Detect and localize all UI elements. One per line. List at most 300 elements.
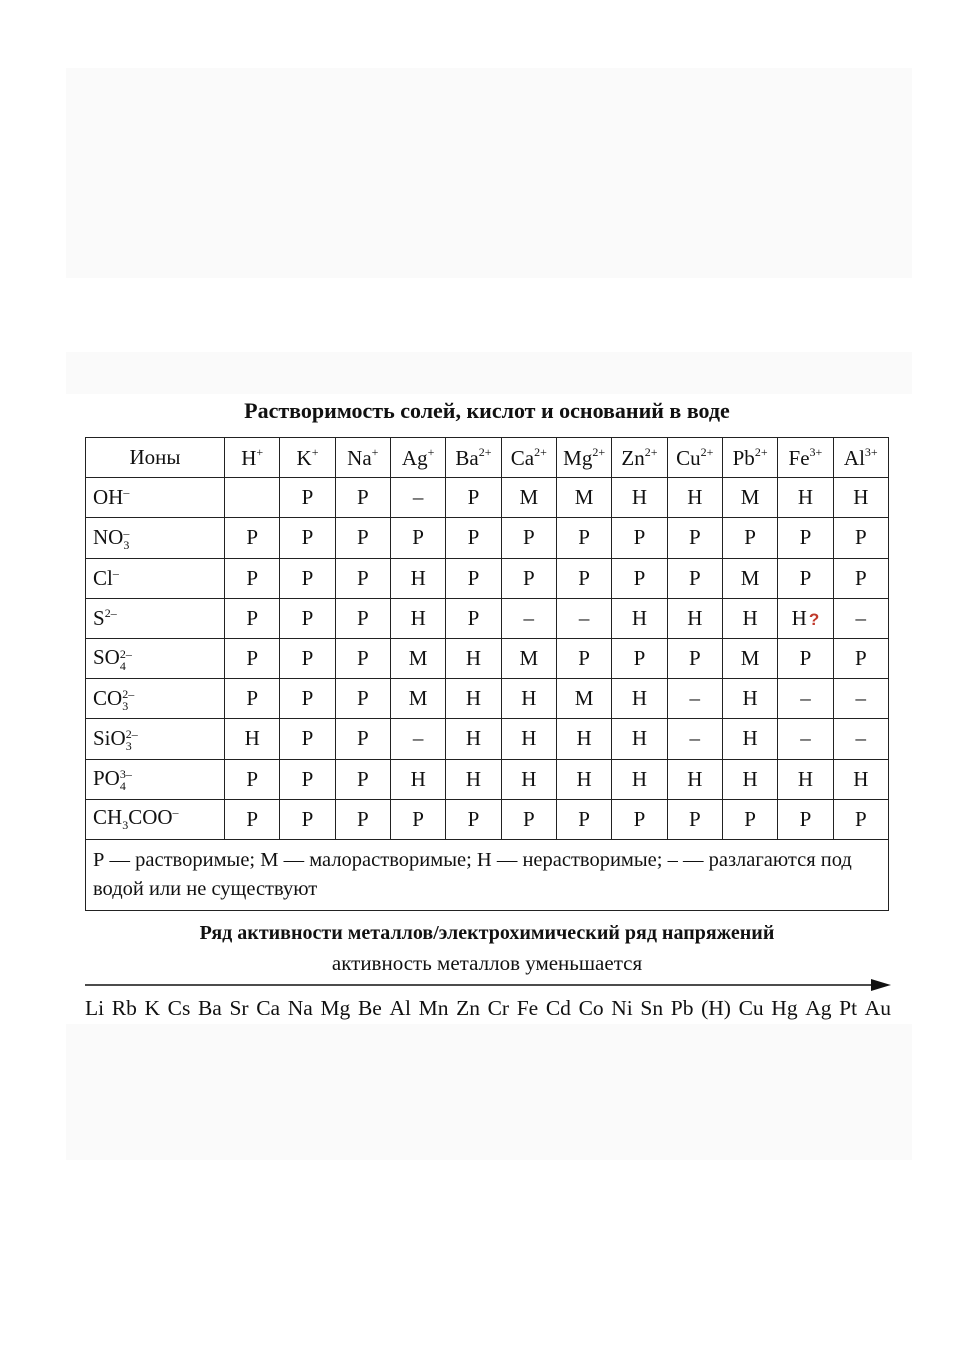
solubility-cell: [335, 799, 390, 839]
solubility-cell: [556, 558, 611, 598]
solubility-value: Р: [522, 525, 535, 550]
solubility-cell: [390, 558, 445, 598]
solubility-cell: [833, 759, 888, 799]
metal-symbol: Na: [287, 996, 313, 1020]
solubility-cell: [280, 759, 335, 799]
solubility-value: Р: [356, 525, 369, 550]
solubility-value: Н: [465, 766, 482, 791]
anion-indices: [123, 527, 129, 551]
metal-symbol: (H): [701, 996, 731, 1020]
anion-cell: [86, 799, 225, 839]
solubility-cell: [556, 598, 611, 638]
solubility-value: Р: [744, 806, 756, 831]
anion-cell: [86, 478, 225, 518]
solubility-value: М: [574, 686, 594, 711]
header-cation: [722, 438, 777, 478]
solubility-value: Р: [744, 525, 756, 550]
solubility-cell: [501, 478, 556, 518]
activity-series-title: Ряд активности металлов/электрохимический ряд напряжений: [199, 922, 775, 944]
anion-tail: COO: [128, 805, 173, 830]
solubility-value: Р: [356, 766, 369, 791]
solubility-value: Р: [854, 646, 867, 671]
anion-cell: [86, 598, 225, 638]
solubility-cell: [501, 719, 556, 759]
shaded-area-top: [66, 68, 912, 278]
solubility-value: –: [523, 605, 535, 630]
anion-base: S: [93, 605, 105, 630]
solubility-cell: [612, 598, 667, 638]
solubility-value: Р: [633, 525, 646, 550]
anion-cell: [86, 638, 225, 678]
solubility-cell: [390, 638, 445, 678]
solubility-cell: [446, 719, 501, 759]
solubility-cell: [722, 558, 777, 598]
solubility-cell: [225, 598, 280, 638]
solubility-cell: [833, 638, 888, 678]
solubility-value: Н: [797, 766, 814, 791]
solubility-cell: [556, 719, 611, 759]
solubility-cell: [612, 478, 667, 518]
solubility-value: Н: [465, 646, 482, 671]
solubility-value: Н: [742, 686, 758, 711]
solubility-value: Р: [246, 605, 258, 630]
solubility-value: Н: [742, 766, 758, 791]
solubility-cell: [280, 638, 335, 678]
anion-charge: 2–: [125, 727, 138, 741]
anion-base: PO: [93, 766, 120, 790]
solubility-cell: [501, 598, 556, 638]
metal-symbol: Cd: [545, 996, 571, 1020]
solubility-cell: [446, 759, 501, 799]
solubility-value: Р: [356, 726, 369, 751]
solubility-value: Р: [246, 806, 258, 831]
solubility-value: Н: [631, 766, 648, 791]
solubility-cell: [612, 799, 667, 839]
metal-symbol: Au: [864, 996, 891, 1020]
solubility-cell: [446, 679, 501, 719]
header-ions-label: Ионы: [86, 438, 225, 478]
solubility-cell: [722, 719, 777, 759]
solubility-cell: [778, 518, 833, 558]
solubility-cell: [446, 598, 501, 638]
solubility-cell: [446, 518, 501, 558]
solubility-value: Р: [356, 646, 369, 671]
solubility-value: –: [689, 726, 701, 751]
metal-symbol: Sn: [640, 996, 664, 1020]
solubility-cell: [335, 679, 390, 719]
cation-symbol: Fe: [788, 445, 810, 470]
activity-series-caption: активность металлов уменьшается: [331, 951, 643, 975]
solubility-value: Н: [742, 726, 758, 751]
solubility-value: Р: [578, 806, 590, 831]
solubility-value: Р: [246, 686, 258, 711]
solubility-value: Р: [578, 525, 590, 550]
solubility-cell: [280, 478, 335, 518]
solubility-cell: [778, 478, 833, 518]
solubility-value: Р: [467, 605, 480, 630]
solubility-cell: [612, 719, 667, 759]
anion-charge: –: [172, 805, 179, 820]
solubility-value: Н: [742, 605, 758, 630]
header-cation: [833, 438, 888, 478]
decreasing-activity-arrow: [85, 978, 891, 992]
solubility-value: Н: [853, 766, 869, 791]
metal-symbol: Ni: [611, 996, 633, 1020]
metal-symbol: Mg: [320, 996, 351, 1020]
cation-symbol: H: [241, 445, 257, 470]
solubility-value: Р: [799, 646, 812, 671]
anion-cell: [86, 759, 225, 799]
header-cation: [225, 438, 280, 478]
solubility-value: Р: [854, 565, 867, 590]
solubility-cell: [778, 799, 833, 839]
solubility-cell: [225, 719, 280, 759]
cation-charge: 2+: [754, 444, 768, 459]
solubility-value: Р: [467, 806, 480, 831]
solubility-value: Н: [631, 686, 648, 711]
metal-symbol: Be: [357, 996, 382, 1020]
metal-symbol: Ag: [805, 996, 832, 1020]
anion-cell: [86, 719, 225, 759]
solubility-cell: [335, 719, 390, 759]
solubility-cell: [667, 638, 722, 678]
solubility-value: М: [740, 646, 760, 671]
solubility-value: Р: [246, 646, 258, 671]
table-row: [86, 598, 889, 638]
solubility-value: Р: [301, 766, 314, 791]
solubility-cell: [612, 759, 667, 799]
cation-charge: 2+: [644, 444, 658, 459]
solubility-cell: [778, 638, 833, 678]
solubility-value: Р: [246, 525, 258, 550]
metal-symbol: Fe: [516, 996, 539, 1020]
anion-indices: [120, 768, 132, 792]
anion-cell: [86, 558, 225, 598]
cation-charge: +: [427, 444, 435, 459]
solubility-cell: [390, 799, 445, 839]
solubility-cell: [833, 598, 888, 638]
solubility-value: –: [855, 686, 867, 711]
solubility-value: Р: [522, 565, 535, 590]
metal-symbol: Pt: [839, 996, 858, 1020]
metal-symbol: Ca: [256, 996, 281, 1020]
shaded-area-bottom: [66, 1024, 912, 1160]
header-cation: [778, 438, 833, 478]
solubility-value: Н: [465, 726, 482, 751]
solubility-value: –: [412, 726, 424, 751]
solubility-value: –: [800, 726, 811, 751]
solubility-legend: Р — растворимые; М — малорастворимые; Н — нерастворимые; – — разлагаются под водой или не существуют: [86, 839, 889, 910]
solubility-cell: [225, 558, 280, 598]
solubility-value: Р: [854, 525, 867, 550]
solubility-value: Р: [633, 806, 646, 831]
solubility-cell: [335, 759, 390, 799]
cation-symbol: Ba: [455, 445, 479, 470]
solubility-value: Н: [521, 726, 537, 751]
solubility-value: Р: [412, 806, 424, 831]
solubility-value: Р: [356, 605, 369, 630]
solubility-value: Р: [688, 806, 701, 831]
anion-indices: [122, 688, 134, 712]
solubility-cell: [556, 518, 611, 558]
solubility-cell: [280, 518, 335, 558]
solubility-value: М: [740, 565, 760, 590]
solubility-value: М: [574, 485, 594, 510]
solubility-cell: [501, 558, 556, 598]
metal-symbol: Al: [389, 996, 411, 1020]
metal-symbol: Pb: [670, 996, 694, 1020]
metal-symbol: Mn: [418, 996, 449, 1020]
solubility-value: Р: [799, 806, 812, 831]
solubility-cell: [280, 598, 335, 638]
solubility-cell: [778, 558, 833, 598]
anion-base: SO: [93, 645, 120, 670]
metal-symbol: Sr: [229, 996, 249, 1020]
solubility-cell: [501, 638, 556, 678]
solubility-cell: [390, 518, 445, 558]
solubility-cell: [446, 558, 501, 598]
solubility-cell: [612, 518, 667, 558]
table-header-row: [86, 438, 889, 478]
table-row: [86, 679, 889, 719]
solubility-value: –: [412, 485, 424, 510]
metal-symbol: Zn: [456, 996, 480, 1020]
solubility-value: Р: [301, 726, 314, 751]
cation-symbol: Ca: [510, 445, 535, 470]
solubility-value: Н: [631, 726, 648, 751]
solubility-cell: [667, 598, 722, 638]
cation-charge: 3+: [864, 444, 878, 459]
solubility-cell: [612, 558, 667, 598]
anion-charge: 2–: [119, 646, 132, 661]
header-cation: [612, 438, 667, 478]
solubility-cell: [556, 679, 611, 719]
metal-symbol: Li: [85, 996, 105, 1020]
anion-subscript: 3: [122, 818, 129, 833]
solubility-cell: [612, 679, 667, 719]
metal-symbol: Co: [578, 996, 604, 1020]
solubility-value: Р: [854, 806, 867, 831]
solubility-cell: [225, 518, 280, 558]
anion-base: CH: [93, 805, 123, 830]
solubility-cell: [667, 799, 722, 839]
solubility-cell: [722, 478, 777, 518]
solubility-cell: [778, 679, 833, 719]
solubility-value: Н: [631, 485, 648, 510]
solubility-value: Р: [301, 565, 314, 590]
solubility-value: М: [519, 646, 539, 671]
cation-symbol: Zn: [621, 445, 645, 470]
anion-subscript: 3: [122, 698, 129, 713]
anion-charge: 3–: [119, 767, 132, 782]
solubility-value: Р: [356, 565, 369, 590]
anion-subscript: 4: [119, 779, 126, 794]
solubility-cell: [722, 518, 777, 558]
solubility-value: Н: [576, 766, 592, 791]
metal-symbol: Cr: [487, 996, 510, 1020]
solubility-cell: [667, 759, 722, 799]
solubility-cell: [667, 679, 722, 719]
solubility-cell: [501, 799, 556, 839]
solubility-value: Н: [687, 766, 703, 791]
solubility-cell: [778, 598, 833, 638]
solubility-value: Р: [356, 806, 369, 831]
solubility-cell: [501, 518, 556, 558]
cation-charge: +: [256, 444, 264, 459]
solubility-value: Н: [687, 485, 703, 510]
anion-base: NO: [93, 524, 124, 549]
anion-cell: [86, 518, 225, 558]
solubility-value: Р: [301, 605, 314, 630]
table-row: [86, 638, 889, 678]
solubility-value: Р: [301, 686, 314, 711]
solubility-cell: [280, 679, 335, 719]
solubility-cell: [722, 799, 777, 839]
solubility-value: Н: [410, 605, 426, 630]
solubility-value: Н: [410, 565, 426, 590]
solubility-table-title: Растворимость солей, кислот и оснований в воде: [244, 398, 730, 423]
solubility-cell: [722, 638, 777, 678]
metal-symbol: Rb: [111, 996, 137, 1020]
cation-charge: 2+: [592, 444, 606, 459]
solubility-value: –: [689, 686, 701, 711]
legend-row: [86, 839, 889, 910]
cation-symbol: Mg: [563, 445, 593, 470]
solubility-cell: [280, 558, 335, 598]
solubility-value: Р: [467, 485, 480, 510]
header-cation: [390, 438, 445, 478]
header-cation: [335, 438, 390, 478]
solubility-cell: [446, 638, 501, 678]
solubility-cell: [390, 759, 445, 799]
solubility-cell: [446, 799, 501, 839]
solubility-cell: [335, 478, 390, 518]
solubility-cell: [335, 518, 390, 558]
solubility-cell: [833, 558, 888, 598]
solubility-value: Р: [522, 806, 535, 831]
anion-base: SiO: [93, 725, 126, 750]
solubility-cell: [667, 478, 722, 518]
solubility-cell: [501, 679, 556, 719]
solubility-cell: [390, 478, 445, 518]
solubility-cell: [446, 478, 501, 518]
anion-charge: –: [123, 526, 130, 541]
solubility-cell: [335, 558, 390, 598]
solubility-value: Р: [467, 565, 480, 590]
solubility-value: Н: [576, 726, 592, 751]
solubility-value: Н: [687, 605, 703, 630]
solubility-value: Р: [688, 525, 701, 550]
solubility-value: Р: [799, 565, 812, 590]
solubility-value: Н: [244, 726, 260, 751]
solubility-value: Н: [521, 766, 537, 791]
anion-indices: [126, 728, 138, 752]
solubility-cell: [667, 558, 722, 598]
solubility-value: Р: [301, 646, 314, 671]
solubility-value: Н: [797, 485, 814, 510]
cation-symbol: Na: [347, 445, 372, 470]
solubility-cell: [390, 719, 445, 759]
solubility-value: Н: [410, 766, 426, 791]
table-row: [86, 759, 889, 799]
solubility-cell: [778, 759, 833, 799]
solubility-cell: [225, 638, 280, 678]
solubility-cell: [833, 478, 888, 518]
solubility-cell: [501, 759, 556, 799]
solubility-value: Р: [412, 525, 424, 550]
solubility-value: М: [740, 485, 760, 510]
solubility-value: Н: [521, 686, 537, 711]
metal-symbol: Hg: [771, 996, 798, 1020]
table-row: [86, 518, 889, 558]
cation-charge: +: [371, 444, 379, 459]
header-cation: [667, 438, 722, 478]
solubility-value: Р: [688, 646, 701, 671]
solubility-cell: [612, 638, 667, 678]
solubility-cell: [833, 719, 888, 759]
solubility-cell: [833, 518, 888, 558]
solubility-value: Р: [578, 565, 590, 590]
solubility-cell: [390, 598, 445, 638]
solubility-value: Р: [301, 525, 314, 550]
solubility-cell: [722, 679, 777, 719]
solubility-value: –: [855, 726, 867, 751]
cation-charge: 2+: [478, 444, 492, 459]
solubility-cell: [280, 719, 335, 759]
solubility-cell: [722, 759, 777, 799]
anion-subscript: 3: [123, 538, 130, 553]
solubility-cell: [722, 598, 777, 638]
cation-symbol: Cu: [676, 445, 701, 470]
anion-subscript: 4: [119, 658, 126, 673]
metal-symbol: Ba: [197, 996, 222, 1020]
solubility-cell: [556, 638, 611, 678]
anion-indices: [120, 648, 132, 672]
solubility-cell: [225, 799, 280, 839]
solubility-value: Р: [246, 766, 258, 791]
question-mark-annotation: ?: [808, 609, 820, 629]
header-cation: [556, 438, 611, 478]
solubility-value: Р: [467, 525, 480, 550]
anion-charge: 2–: [122, 686, 135, 701]
table-row: [86, 799, 889, 839]
solubility-table: [85, 437, 889, 911]
table-row: [86, 558, 889, 598]
solubility-cell: [335, 598, 390, 638]
anion-subscript: 3: [125, 739, 132, 753]
solubility-cell: [778, 719, 833, 759]
solubility-value: Р: [301, 485, 314, 510]
anion-charge: 2–: [104, 605, 117, 620]
anion-cell: [86, 679, 225, 719]
metal-symbol: Cu: [738, 996, 764, 1020]
solubility-cell: [335, 638, 390, 678]
solubility-cell: [280, 799, 335, 839]
solubility-value: –: [578, 605, 590, 630]
solubility-value: Р: [578, 646, 590, 671]
anion-base: Cl: [93, 565, 113, 590]
anion-charge: –: [123, 485, 130, 500]
solubility-value: Р: [356, 686, 369, 711]
solubility-value: Р: [301, 806, 314, 831]
cation-charge: 2+: [534, 444, 547, 459]
solubility-value: М: [408, 646, 428, 671]
table-row: [86, 719, 889, 759]
header-cation: [446, 438, 501, 478]
cation-symbol: Al: [843, 445, 865, 470]
solubility-value: –: [800, 686, 811, 711]
header-cation: [501, 438, 556, 478]
